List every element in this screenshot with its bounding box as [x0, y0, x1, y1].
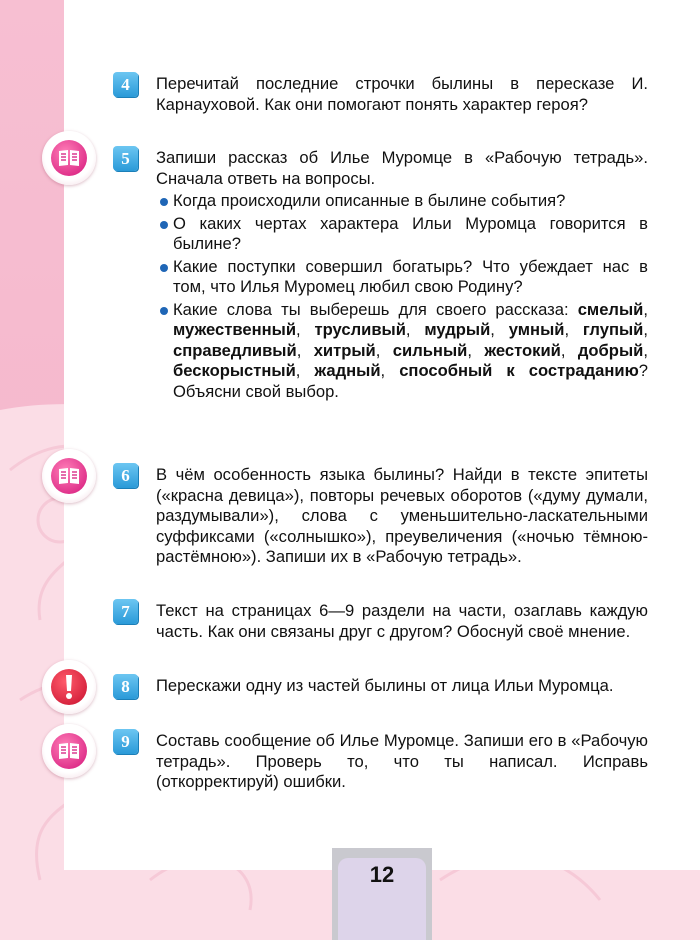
book-icon: [57, 741, 81, 761]
task-number: 7: [113, 599, 138, 624]
book-marker: [42, 131, 96, 185]
task-text: Перескажи одну из частей былины от лица Ильи Муромца.: [156, 676, 614, 695]
task-number: 9: [113, 729, 138, 754]
book-icon: [57, 466, 81, 486]
question-item: Какие поступки совершил богатырь? Что убеждает нас в том, что Илья Муромец любил свою Родину?: [156, 257, 648, 298]
task-text: Составь сообщение об Илье Муромце. Запиши его в «Рабочую тетрадь». Проверь то, что ты написал. Исправь (откорректируй) ошибки.: [156, 731, 648, 791]
task-text: В чём особенность языка былины? Найди в тексте эпитеты («красна девица»), повторы речевых оборотов («думу думали, раздумывали»), слова с уменьшительно-ласкательными суффиксами («солнышко»), преувеличения («ночью тёмною-растёмною»). Запиши их в «Рабочую тетрадь».: [156, 465, 648, 566]
task-text: Текст на страницах 6—9 раздели на части, озаглавь каждую часть. Как они связаны друг с другом? Обоснуй своё мнение.: [156, 601, 648, 641]
question-item: Когда происходили описанные в былине события?: [156, 191, 648, 212]
book-marker: [42, 449, 96, 503]
task-number: 6: [113, 463, 138, 488]
task-number: 5: [113, 146, 138, 171]
task-number: 8: [113, 674, 138, 699]
question-item: Какие слова ты выберешь для своего рассказа: смелый, мужественный, трусливый, мудрый, умный, глупый, справедливый, хитрый, сильный, жестокий, добрый, бескорыстный, жадный, способный к состраданию? Объясни свой выбор.: [156, 300, 648, 403]
question-list: [156, 191, 648, 402]
page-number: 12: [369, 862, 395, 887]
task-number: 4: [113, 72, 138, 97]
book-icon: [57, 148, 81, 168]
exclamation-icon: [63, 674, 75, 700]
book-marker: [42, 724, 96, 778]
question-item: О каких чертах характера Ильи Муромца говорится в былине?: [156, 214, 648, 255]
task-text: [156, 148, 648, 402]
task-text: Перечитай последние строчки былины в пересказе И. Карнауховой. Как они помогают понять характер героя?: [156, 74, 648, 114]
exclamation-marker: [42, 660, 96, 714]
task-intro: Запиши рассказ об Илье Муромце в «Рабочую тетрадь». Сначала ответь на вопросы.: [156, 148, 648, 188]
